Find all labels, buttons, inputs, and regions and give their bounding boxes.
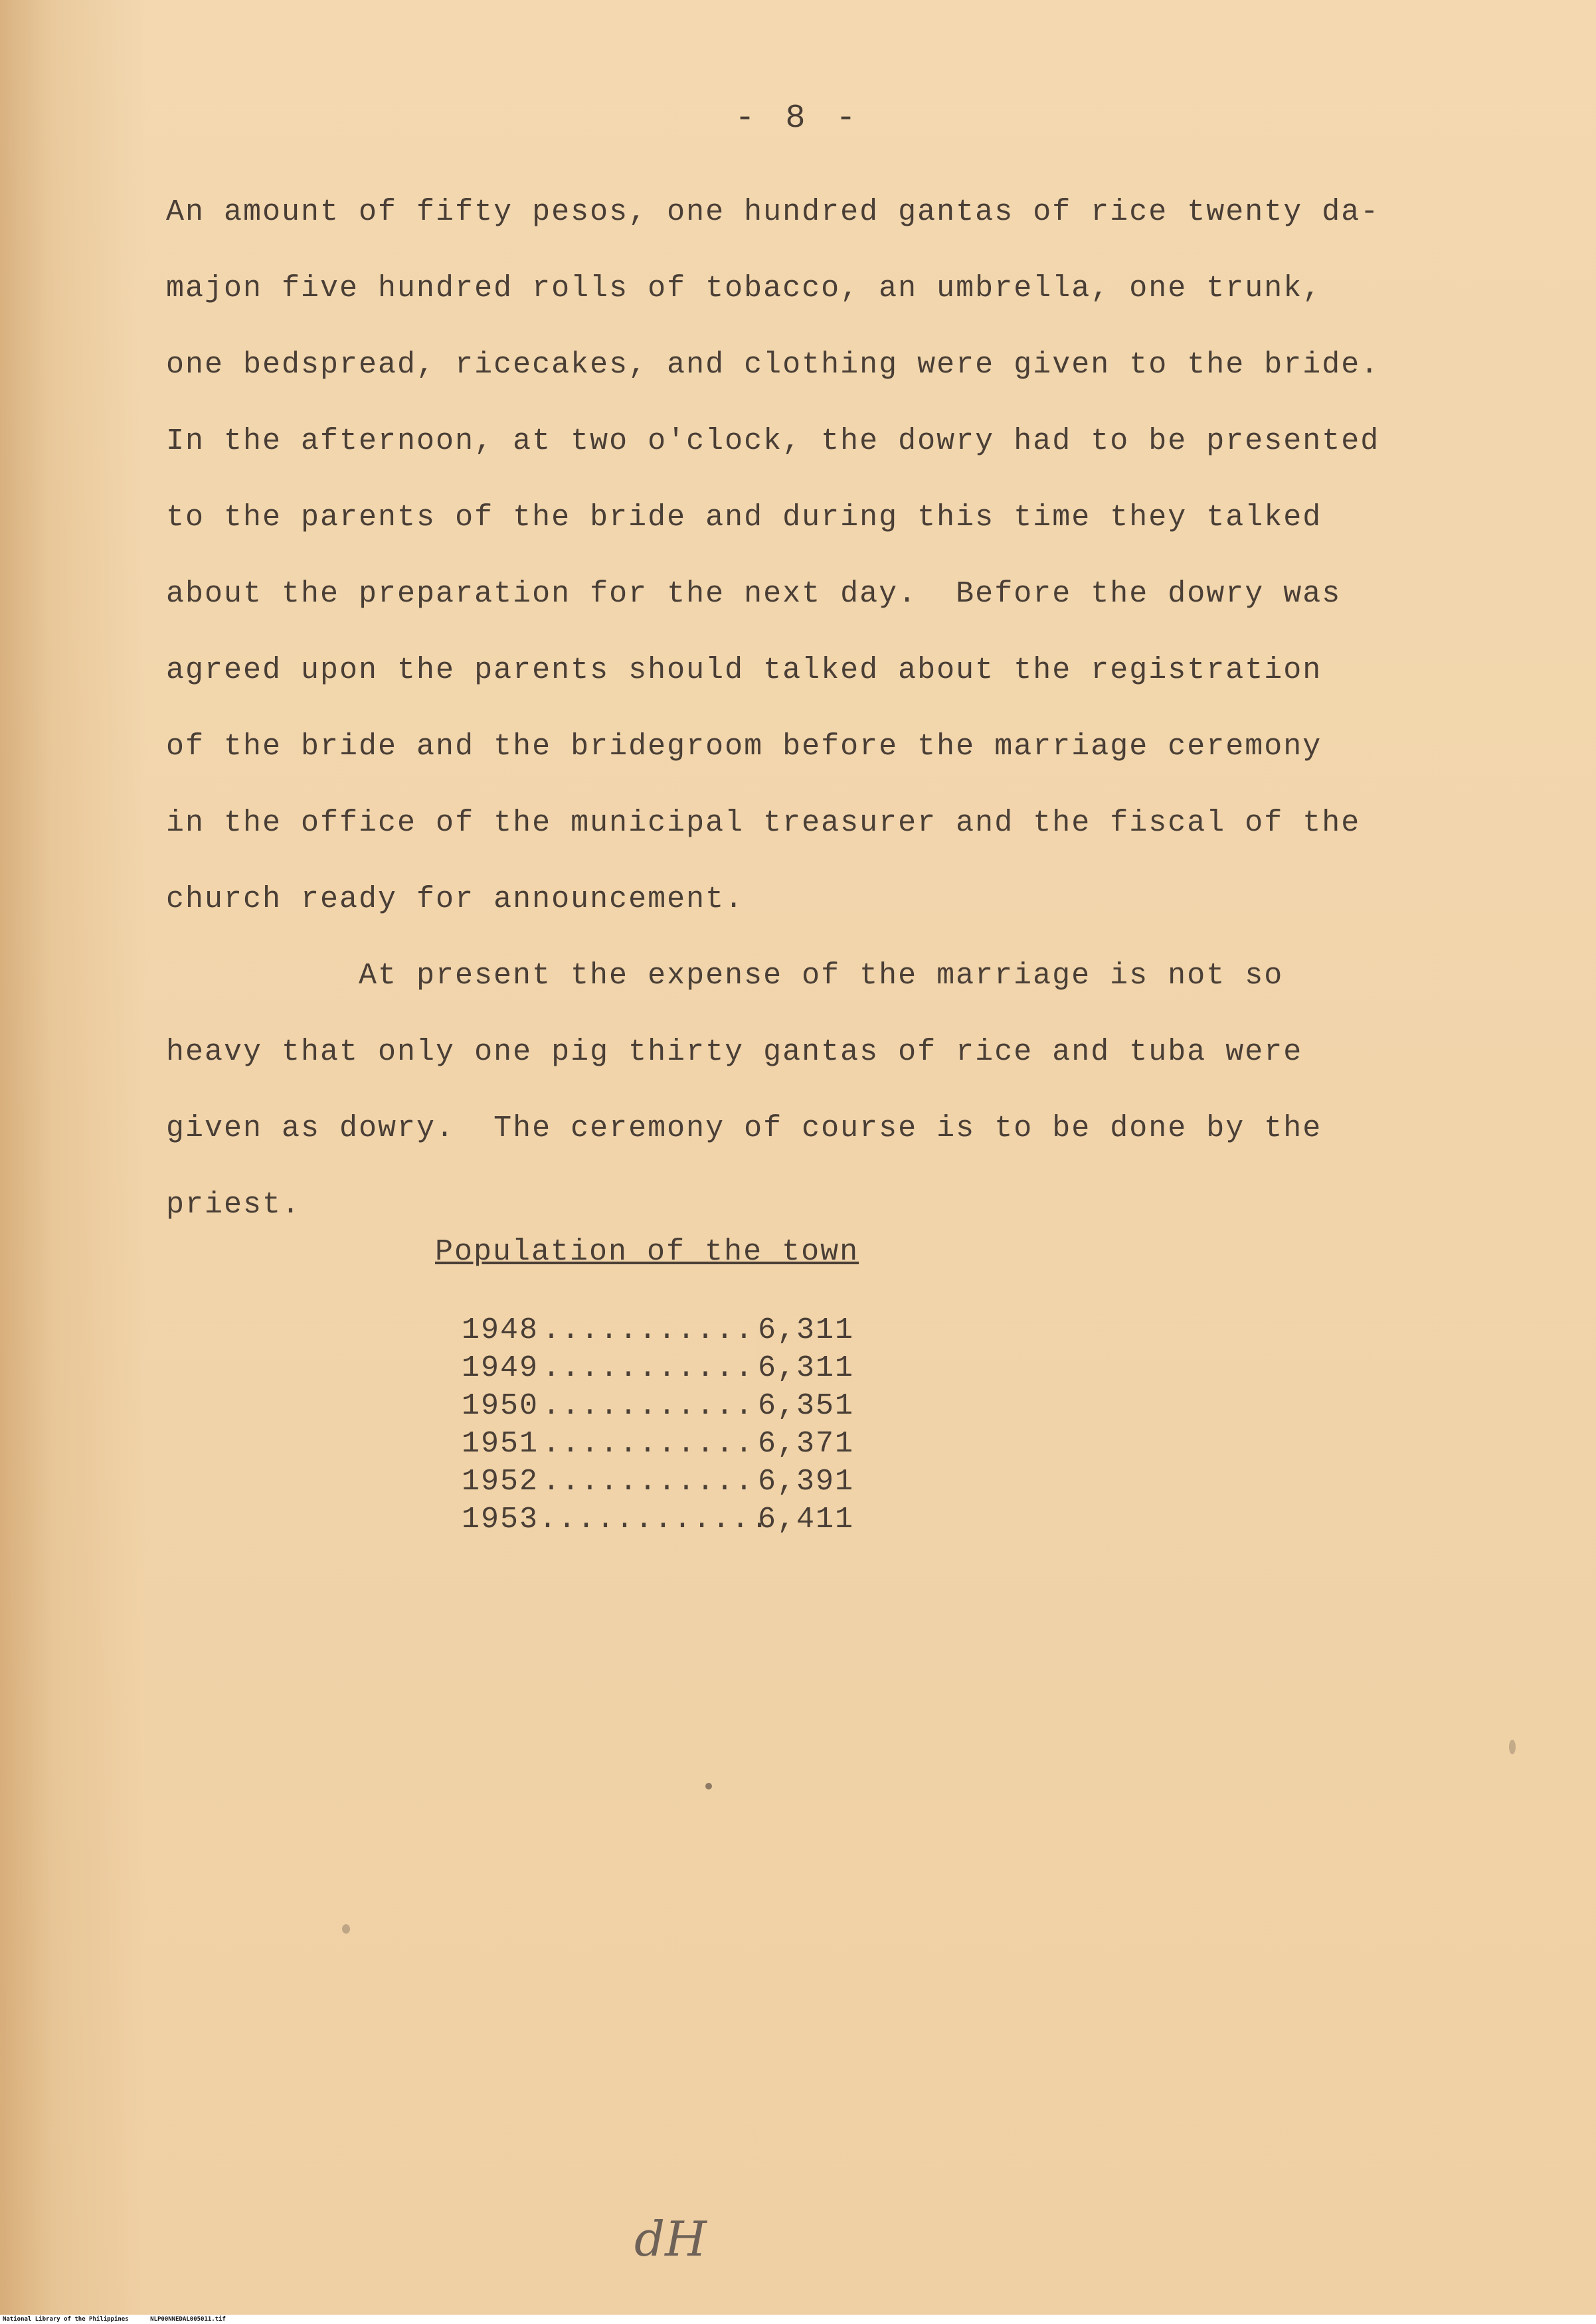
table-row <box>462 1501 854 1538</box>
year-cell: 1953 <box>462 1503 539 1536</box>
handwritten-initials: dH <box>634 2211 707 2267</box>
leader-dots: ........... <box>542 1465 754 1499</box>
year-cell: 1949 <box>462 1351 539 1385</box>
text-line: of the bride and the bridegroom before the marriage ceremony <box>166 730 1322 764</box>
population-cell: 6,411 <box>758 1503 855 1536</box>
leader-dots: ........... <box>542 1389 754 1423</box>
text-line: to the parents of the bride and during this time they talked <box>166 501 1322 535</box>
population-cell: 6,351 <box>758 1389 855 1423</box>
table-row <box>462 1349 854 1387</box>
paper-spot <box>705 1783 712 1789</box>
year-cell: 1948 <box>462 1313 539 1347</box>
leader-dots: ........... <box>542 1427 754 1461</box>
year-cell: 1950 <box>462 1389 539 1423</box>
text-line: An amount of fifty pesos, one hundred gantas of rice twenty da- <box>166 195 1380 229</box>
text-line: in the office of the municipal treasurer and the fiscal of the <box>166 806 1361 840</box>
footer-caption <box>3 2315 226 2324</box>
leader-dots: ........... <box>542 1351 754 1385</box>
text-line: given as dowry. The ceremony of course is to be done by the <box>166 1112 1322 1145</box>
table-row <box>462 1387 854 1425</box>
archive-footer <box>0 2315 1596 2324</box>
table-row <box>462 1311 854 1349</box>
year-cell: 1952 <box>462 1465 539 1499</box>
footer-institution: National Library of the Philippines <box>3 2316 129 2323</box>
paper-spot <box>1509 1740 1516 1754</box>
text-line: majon five hundred rolls of tobacco, an umbrella, one trunk, <box>166 272 1322 305</box>
year-cell: 1951 <box>462 1427 539 1461</box>
body-text <box>166 174 1380 1243</box>
population-cell: 6,371 <box>758 1427 855 1461</box>
population-cell: 6,311 <box>758 1313 855 1347</box>
text-line: church ready for announcement. <box>166 882 745 916</box>
table-row <box>462 1425 854 1463</box>
text-line: about the preparation for the next day. Before the dowry was <box>166 577 1342 611</box>
table-row <box>462 1463 854 1501</box>
text-line: At present the expense of the marriage is not so <box>359 959 1284 993</box>
text-line: priest. <box>166 1188 302 1222</box>
text-line: In the afternoon, at two o'clock, the dowry had to be presented <box>166 424 1380 458</box>
text-line: agreed upon the parents should talked about the registration <box>166 653 1322 687</box>
text-line: one bedspread, ricecakes, and clothing were given to the bride. <box>166 348 1380 382</box>
population-cell: 6,311 <box>758 1351 855 1385</box>
leader-dots: ............ <box>539 1503 770 1536</box>
population-table <box>462 1311 854 1538</box>
footer-file-id: NLP00NNEDAL005011.tif <box>150 2316 226 2323</box>
population-table-title: Population of the town <box>435 1235 859 1269</box>
paper-spot <box>342 1924 350 1934</box>
text-line: heavy that only one pig thirty gantas of rice and tuba were <box>166 1035 1303 1069</box>
population-cell: 6,391 <box>758 1465 855 1499</box>
page-number: - 8 - <box>735 100 861 137</box>
leader-dots: ........... <box>542 1313 754 1347</box>
